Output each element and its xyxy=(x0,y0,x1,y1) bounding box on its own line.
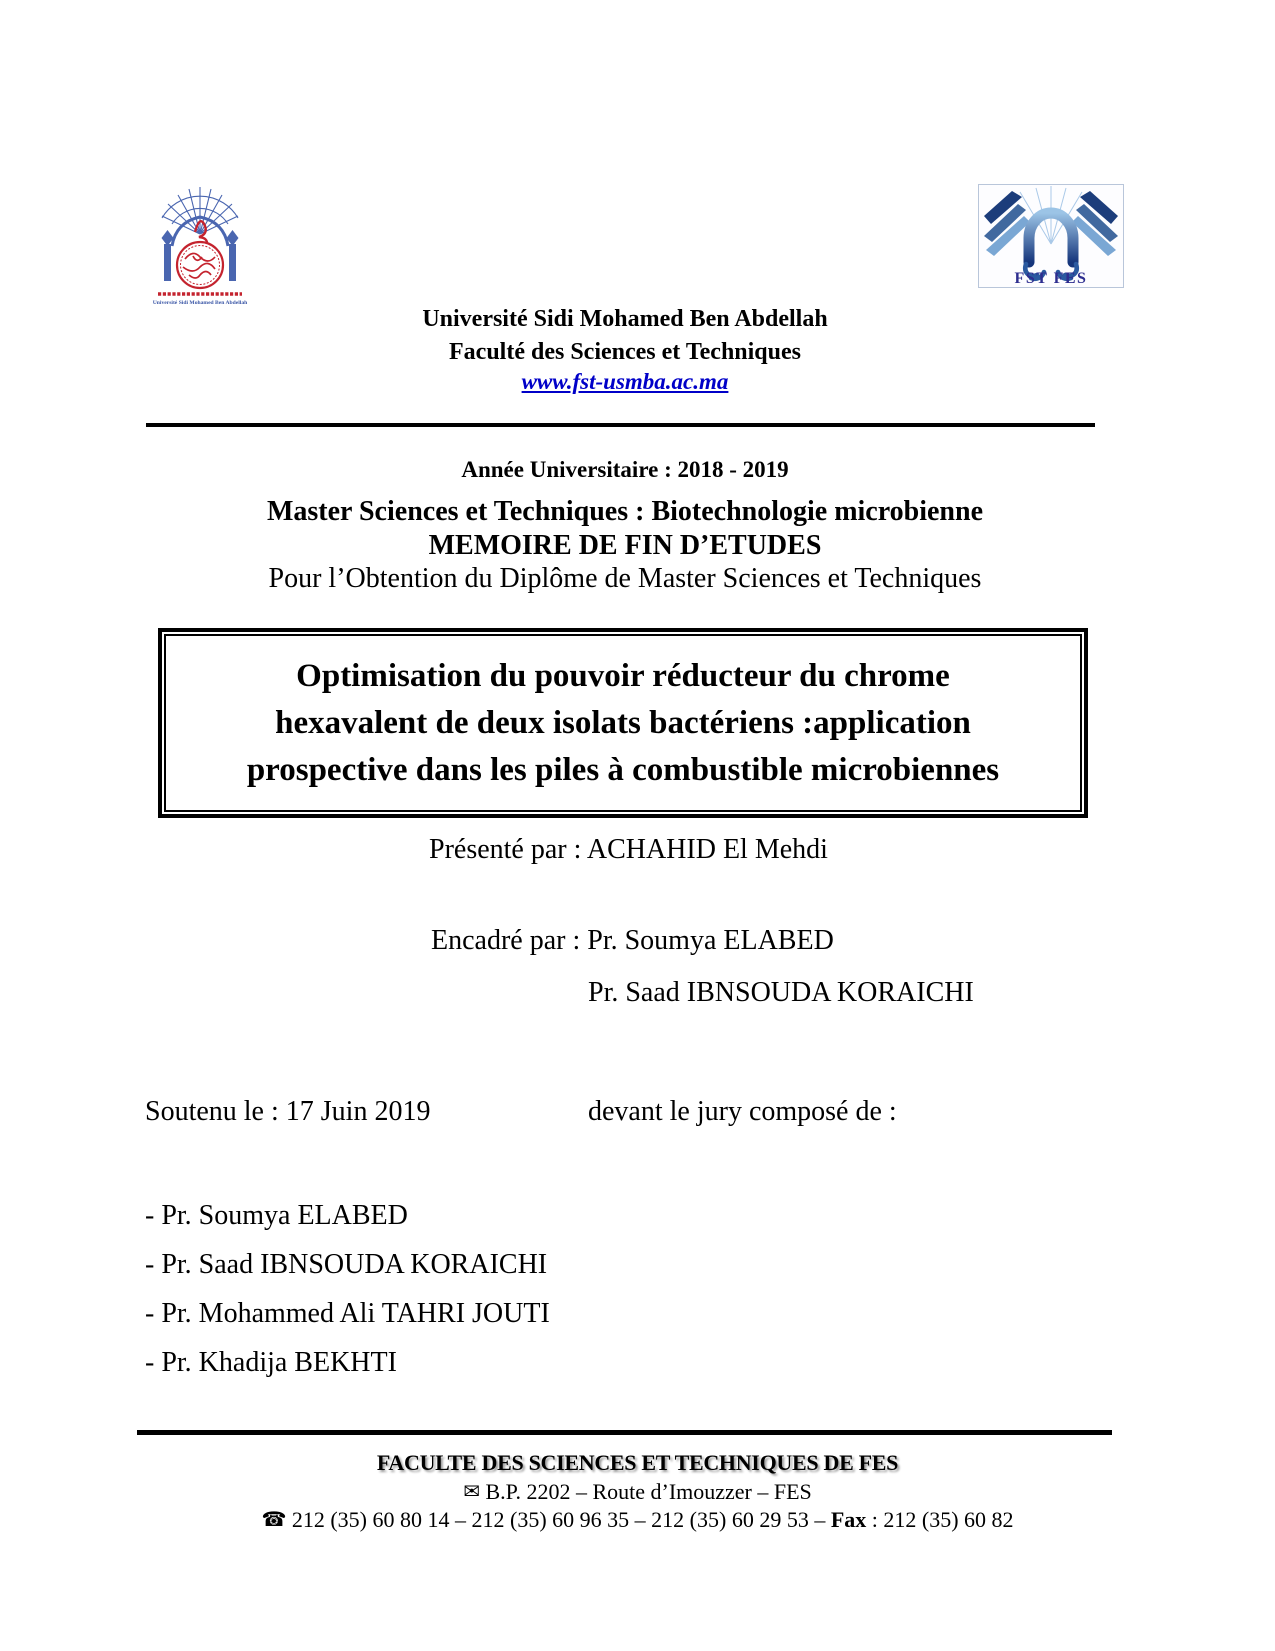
university-name: Université Sidi Mohamed Ben Abdellah xyxy=(422,306,828,332)
fst-fes-logo-label: FST FES xyxy=(1014,270,1088,287)
footer-fax-label: Fax xyxy=(830,1507,867,1532)
supervisor-2: Pr. Saad IBNSOUDA KORAICHI xyxy=(588,977,974,1008)
jury-member: - Pr. Mohammed Ali TAHRI JOUTI xyxy=(145,1298,550,1329)
footer-address xyxy=(0,1479,1275,1505)
fst-fes-logo-art xyxy=(978,184,1124,288)
thesis-title-line1: Optimisation du pouvoir réducteur du chrome xyxy=(296,657,950,694)
thesis-title-box xyxy=(158,628,1088,818)
degree-purpose: Pour l’Obtention du Diplôme de Master Sciences et Techniques xyxy=(268,563,982,594)
fst-fes-logo xyxy=(978,184,1124,288)
footer-fax-number: : 212 (35) 60 82 xyxy=(866,1507,1014,1532)
thesis-title-line2: hexavalent de deux isolats bactériens :application xyxy=(275,704,971,741)
header-divider xyxy=(146,423,1095,427)
supervised-by: Encadré par : Pr. Soumya ELABED xyxy=(431,925,834,956)
jury-member: - Pr. Khadija BEKHTI xyxy=(145,1347,397,1378)
footer-faculty-name: FACULTE DES SCIENCES ET TECHNIQUES DE FES xyxy=(376,1450,899,1475)
footer-divider xyxy=(137,1430,1112,1435)
usmba-logo xyxy=(148,186,252,312)
memoir-title: MEMOIRE DE FIN D’ETUDES xyxy=(428,530,822,561)
footer-phones xyxy=(0,1507,1275,1533)
defense-date: Soutenu le : 17 Juin 2019 xyxy=(145,1096,431,1127)
jury-member: - Pr. Saad IBNSOUDA KORAICHI xyxy=(145,1249,548,1280)
usmba-logo-caption: Université Sidi Mohamed Ben Abdellah xyxy=(152,300,248,306)
mail-icon: ✉ xyxy=(463,1479,480,1503)
website-row xyxy=(140,369,1110,395)
academic-year: Année Universitaire : 2018 - 2019 xyxy=(461,457,789,482)
footer-phone-numbers: 212 (35) 60 80 14 – 212 (35) 60 96 35 – 212 (35) 60 29 53 – xyxy=(291,1507,831,1532)
phone-icon: ☎ xyxy=(261,1507,287,1531)
presented-by: Présenté par : ACHAHID El Mehdi xyxy=(429,834,828,865)
footer-address-text: B.P. 2202 – Route d’Imouzzer – FES xyxy=(485,1479,812,1504)
program-name: Master Sciences et Techniques : Biotechnologie microbienne xyxy=(266,496,984,527)
usmba-logo-art xyxy=(148,186,252,312)
jury-member: - Pr. Soumya ELABED xyxy=(145,1200,408,1231)
website-link[interactable]: www.fst-usmba.ac.ma xyxy=(521,369,729,394)
thesis-title xyxy=(164,634,1082,812)
faculty-name: Faculté des Sciences et Techniques xyxy=(449,339,801,365)
jury-intro: devant le jury composé de : xyxy=(588,1096,897,1127)
thesis-title-line3: prospective dans les piles à combustible microbiennes xyxy=(246,751,1000,788)
